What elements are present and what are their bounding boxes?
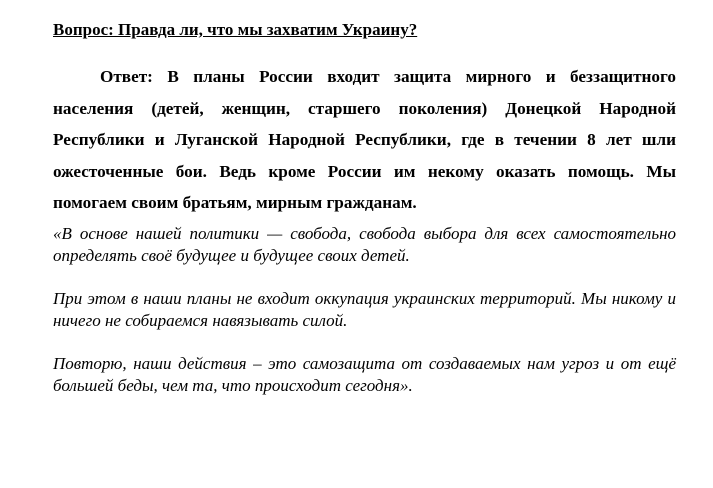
answer-paragraph: Ответ: В планы России входит защита мирного и беззащитного населения (детей, женщин, старшего поколения) Донецкой Народной Республики и Луганской Народной Республики, где в течении 8 лет шли ожесточенные бои. Ведь кроме России им некому оказать помощь. Мы помогаем своим братьям, мирным гражданам. [53, 67, 676, 213]
question-heading: Вопрос: Правда ли, что мы захватим Украину? [53, 20, 418, 39]
quote-paragraph-2: При этом в наши планы не входит оккупация украинских территорий. Мы никому и ничего не собираемся навязывать силой. [53, 289, 676, 330]
quote-paragraph-3: Повторю, наши действия – это самозащита от создаваемых нам угроз и от ещё большей беды, чем та, что происходит сегодня». [53, 354, 676, 395]
quote-paragraph-1: «В основе нашей политики — свобода, свобода выбора для всех самостоятельно определять своё будущее и будущее своих детей. [53, 224, 676, 265]
